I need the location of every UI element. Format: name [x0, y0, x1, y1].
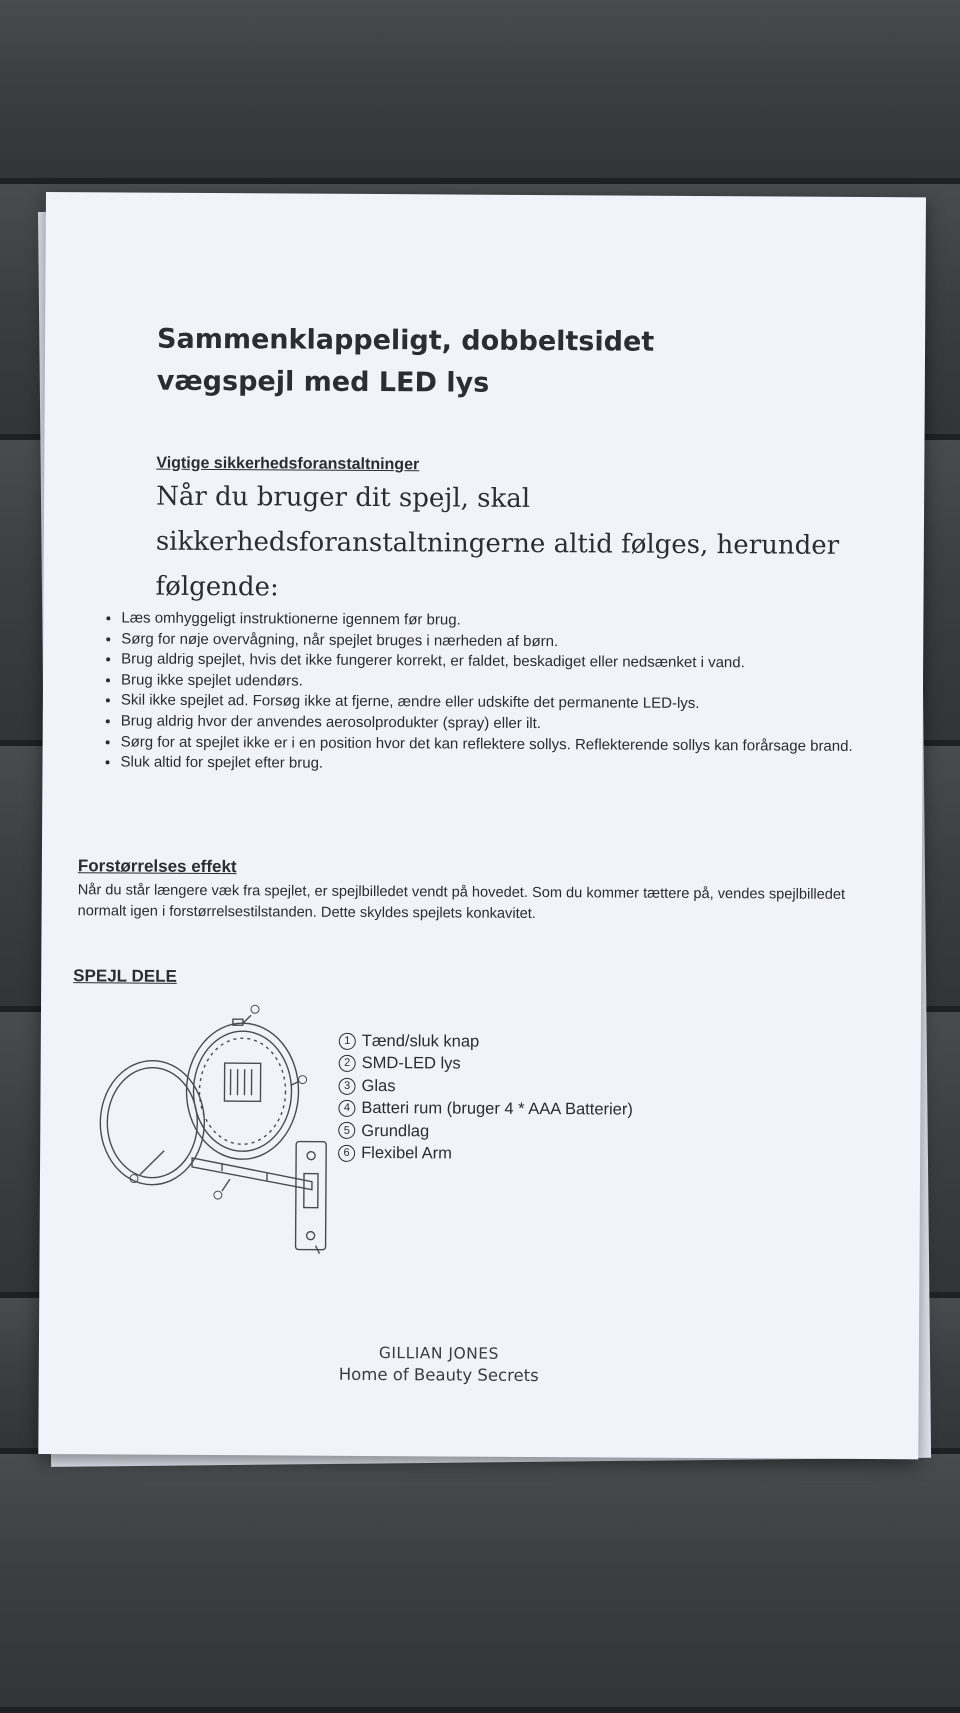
table-slat: [0, 0, 960, 184]
part-label: Glas: [361, 1075, 395, 1098]
safety-list: [92, 608, 911, 778]
list-item: [338, 1075, 633, 1099]
brand-name: GILLIAN JONES: [239, 1341, 639, 1365]
mirror-glass-icon: [100, 1060, 205, 1185]
part-number: 5: [338, 1122, 355, 1139]
effect-heading: Forstørrelses effekt: [78, 856, 237, 877]
parts-heading: SPEJL DELE: [73, 966, 177, 987]
part-label: Batteri rum (bruger 4 * AAA Batterier): [361, 1097, 633, 1121]
list-item: • Brug aldrig spejlet, hvis det ikke fungerer korrekt, er faldet, beskadiget eller nedsænket i vand.: [121, 650, 911, 675]
list-item: • Sørg for at spejlet ikke er i en position hvor det kan reflektere sollys. Reflekterende sollys kan forårsage brand.: [121, 732, 911, 757]
list-item: [338, 1142, 633, 1166]
table-slat: [0, 1454, 960, 1713]
title-line-2: vægspejl med LED lys: [157, 361, 837, 407]
instruction-sheet: [38, 192, 926, 1459]
wall-base-icon: [296, 1142, 327, 1250]
list-item: • Skil ikke spejlet ad. Forsøg ikke at fjerne, ændre eller udskifte det permanente LED-lys.: [121, 691, 911, 716]
effect-text: Når du står længere væk fra spejlet, er spejlbilledet vendt på hovedet. Som du kommer tættere på, vendes spejlbilledet normalt igen i forstørrelsestilstanden. Dette skyldes spejlets konkavitet.: [78, 880, 858, 927]
list-item: • Brug ikke spejlet udendørs.: [121, 670, 911, 695]
footer: [239, 1341, 639, 1387]
mirror-housing-icon: [186, 1023, 299, 1160]
list-item: • Sørg for nøje overvågning, når spejlet bruges i nærheden af børn.: [121, 629, 911, 654]
parts-list: [338, 1030, 633, 1166]
list-item: • Brug aldrig hvor der anvendes aerosolprodukter (spray) eller ilt.: [121, 711, 911, 736]
list-item: [338, 1119, 633, 1143]
part-label: Grundlag: [361, 1120, 429, 1143]
part-label: Tænd/sluk knap: [362, 1030, 480, 1053]
part-number: 1: [339, 1033, 356, 1050]
list-item: [339, 1052, 634, 1076]
brand-tagline: Home of Beauty Secrets: [239, 1363, 639, 1387]
part-number: 2: [339, 1055, 356, 1072]
part-number: 6: [338, 1145, 355, 1162]
list-item: • Sluk altid for spejlet efter brug.: [120, 753, 910, 778]
list-item: [338, 1097, 633, 1121]
part-label: SMD-LED lys: [362, 1052, 461, 1075]
part-number: 3: [338, 1077, 355, 1094]
flexible-arm-icon: [192, 1158, 312, 1190]
safety-heading: Vigtige sikkerhedsforanstaltninger: [156, 455, 419, 475]
safety-intro: Når du bruger dit spejl, skal sikkerhedsforanstaltningerne altid følges, herunder følgende:: [155, 475, 856, 614]
title-line-1: Sammenklappeligt, dobbeltsidet: [157, 319, 837, 365]
part-label: Flexibel Arm: [361, 1142, 452, 1165]
mirror-diagram: [91, 992, 353, 1264]
part-number: 4: [338, 1100, 355, 1117]
list-item: [339, 1030, 634, 1054]
list-item: • Læs omhyggeligt instruktionerne igennem før brug.: [121, 608, 911, 633]
document-title: [157, 319, 838, 407]
